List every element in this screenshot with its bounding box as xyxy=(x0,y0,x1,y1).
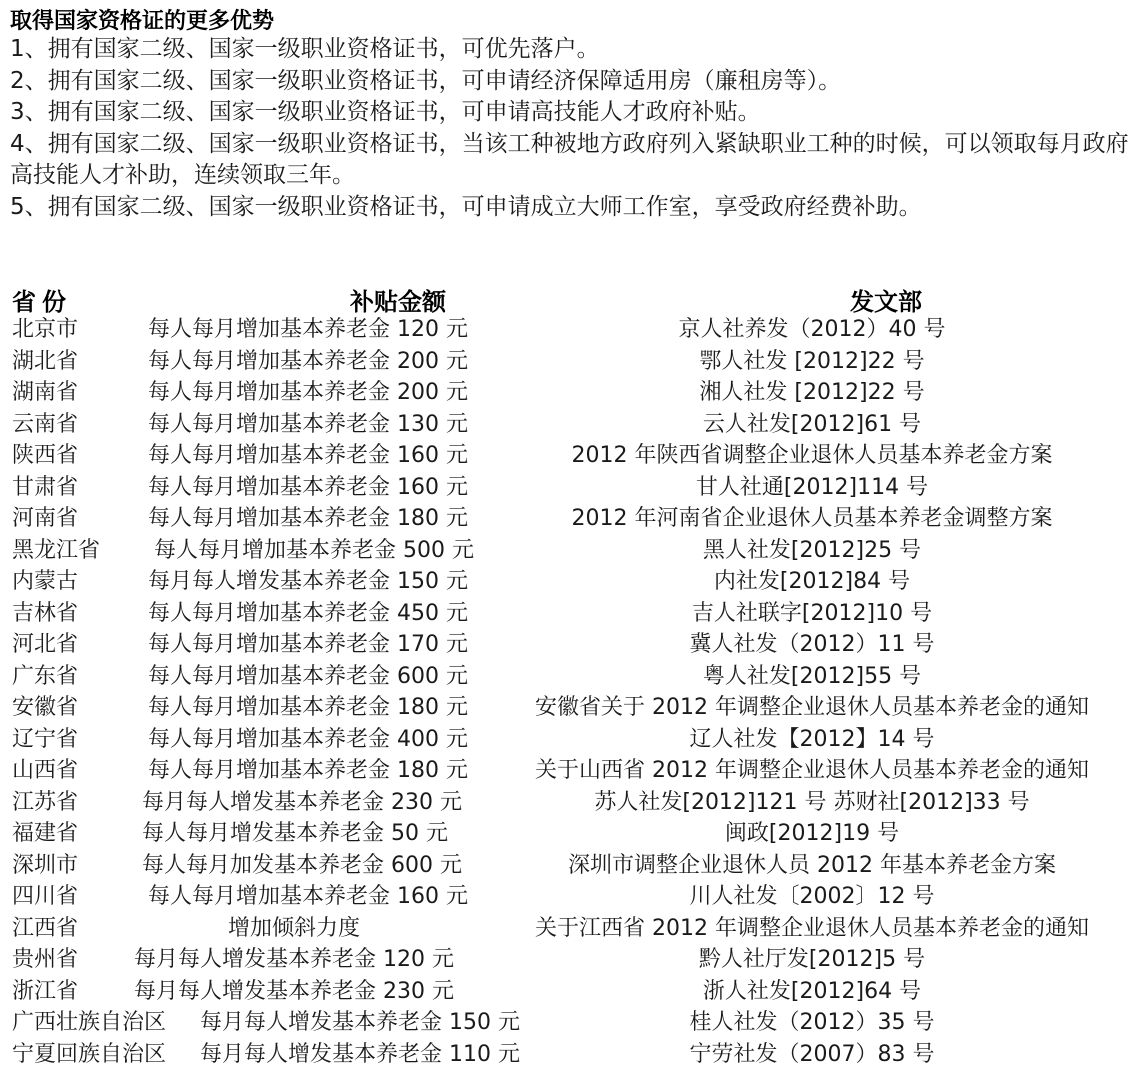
amount-cell: 每人每月增加基本养老金 200 元 xyxy=(148,380,468,405)
province-cell: 宁夏回族自治区 xyxy=(12,1041,167,1067)
province-cell: 深圳市 xyxy=(12,852,79,878)
table-row xyxy=(0,598,1148,630)
table-row xyxy=(0,724,1148,756)
amount-cell: 每人每月增加基本养老金 500 元 xyxy=(154,537,474,563)
header-document: 发文部 xyxy=(850,288,922,316)
table-row xyxy=(0,377,1148,409)
table-row xyxy=(0,535,1148,567)
document-cell: 湘人社发 [2012]22 号 xyxy=(699,380,925,405)
document-cell: 冀人社发（2012）11 号 xyxy=(689,632,935,657)
benefit-item: 2、拥有国家二级、国家一级职业资格证书，可申请经济保障适用房（廉租房等）。 xyxy=(10,67,842,94)
amount-cell: 每人每月增加基本养老金 120 元 xyxy=(148,317,468,342)
document-cell: 闽政[2012]19 号 xyxy=(724,821,900,846)
benefit-item: 1、拥有国家二级、国家一级职业资格证书，可优先落户。 xyxy=(10,36,600,62)
document-cell: 关于江西省 2012 年调整企业退休人员基本养老金的通知 xyxy=(535,915,1089,941)
document-cell: 内社发[2012]84 号 xyxy=(713,569,911,594)
amount-cell: 每人每月增加基本养老金 600 元 xyxy=(148,663,468,689)
province-cell: 湖北省 xyxy=(12,348,79,374)
document-cell: 深圳市调整企业退休人员 2012 年基本养老金方案 xyxy=(568,852,1056,878)
table-row xyxy=(0,913,1148,945)
amount-cell: 每月每人增发基本养老金 230 元 xyxy=(142,789,462,815)
document-cell: 桂人社发（2012）35 号 xyxy=(689,1010,935,1035)
amount-cell: 每人每月增加基本养老金 200 元 xyxy=(148,348,468,374)
table-row xyxy=(0,976,1148,1008)
table-body xyxy=(0,314,1148,1070)
province-cell: 福建省 xyxy=(12,821,79,846)
table-row xyxy=(0,755,1148,787)
amount-cell: 每人每月增加基本养老金 130 元 xyxy=(148,411,468,437)
province-cell: 广东省 xyxy=(12,663,79,689)
amount-cell: 每月每人增发基本养老金 150 元 xyxy=(200,1010,520,1035)
province-cell: 甘肃省 xyxy=(12,474,79,500)
province-cell: 安徽省 xyxy=(12,695,79,720)
table-row xyxy=(0,661,1148,693)
benefit-item: 5、拥有国家二级、国家一级职业资格证书，可申请成立大师工作室，享受政府经费补助。 xyxy=(10,193,922,220)
document-cell: 宁劳社发（2007）83 号 xyxy=(689,1041,935,1067)
table-row xyxy=(0,409,1148,441)
header-amount: 补贴金额 xyxy=(350,288,446,316)
document-cell: 安徽省关于 2012 年调整企业退休人员基本养老金的通知 xyxy=(535,695,1089,720)
document-cell: 黔人社厅发[2012]5 号 xyxy=(698,947,926,972)
benefit-item: 3、拥有国家二级、国家一级职业资格证书，可申请高技能人才政府补贴。 xyxy=(10,99,761,125)
amount-cell: 每人每月增加基本养老金 160 元 xyxy=(148,443,468,468)
province-cell: 河北省 xyxy=(12,632,79,657)
amount-cell: 每人每月加发基本养老金 600 元 xyxy=(142,852,462,878)
table-row xyxy=(0,787,1148,819)
table-row xyxy=(0,503,1148,535)
province-cell: 广西壮族自治区 xyxy=(12,1010,167,1035)
document-cell: 京人社养发（2012）40 号 xyxy=(678,317,946,342)
benefit-list xyxy=(10,34,1146,223)
table-row xyxy=(0,1007,1148,1039)
province-cell: 北京市 xyxy=(12,317,79,342)
province-cell: 河南省 xyxy=(12,506,79,531)
amount-cell: 增加倾斜力度 xyxy=(228,915,361,941)
amount-cell: 每人每月增加基本养老金 180 元 xyxy=(148,758,468,783)
province-cell: 内蒙古 xyxy=(12,569,79,594)
document-cell: 甘人社通[2012]114 号 xyxy=(695,474,929,500)
header-province: 省份 xyxy=(12,288,72,316)
table-row xyxy=(0,440,1148,472)
benefit-item: 4、拥有国家二级、国家一级职业资格证书，当该工种被地方政府列入紧缺职业工种的时候，可以领取每月政府高技能人才补助，连续领取三年。 xyxy=(10,130,1129,188)
amount-cell: 每月每人增发基本养老金 120 元 xyxy=(134,947,454,972)
province-cell: 江西省 xyxy=(12,915,79,941)
table-row xyxy=(0,692,1148,724)
province-cell: 辽宁省 xyxy=(12,726,79,752)
document-cell: 关于山西省 2012 年调整企业退休人员基本养老金的通知 xyxy=(535,758,1089,783)
amount-cell: 每人每月增加基本养老金 160 元 xyxy=(148,884,468,909)
table-row xyxy=(0,944,1148,976)
province-cell: 湖南省 xyxy=(12,380,79,405)
document-cell: 辽人社发【2012】14 号 xyxy=(689,726,935,752)
amount-cell: 每人每月增加基本养老金 450 元 xyxy=(148,600,468,626)
amount-cell: 每人每月增发基本养老金 50 元 xyxy=(142,821,448,846)
province-cell: 浙江省 xyxy=(12,978,79,1004)
document-cell: 2012 年陕西省调整企业退休人员基本养老金方案 xyxy=(571,443,1053,468)
table-row xyxy=(0,818,1148,850)
province-cell: 云南省 xyxy=(12,411,79,437)
page-title: 取得国家资格证的更多优势 xyxy=(10,9,275,34)
province-cell: 吉林省 xyxy=(12,600,79,626)
document-cell: 川人社发〔2002〕12 号 xyxy=(689,884,935,909)
document-cell: 黑人社发[2012]25 号 xyxy=(702,537,922,563)
province-cell: 山西省 xyxy=(12,758,79,783)
amount-cell: 每人每月增加基本养老金 180 元 xyxy=(148,506,468,531)
table-row xyxy=(0,1039,1148,1071)
amount-cell: 每月每人增发基本养老金 230 元 xyxy=(134,978,454,1004)
province-cell: 陕西省 xyxy=(12,443,79,468)
document-cell: 浙人社发[2012]64 号 xyxy=(702,978,922,1004)
amount-cell: 每人每月增加基本养老金 400 元 xyxy=(148,726,468,752)
table-row xyxy=(0,629,1148,661)
document-cell: 粤人社发[2012]55 号 xyxy=(702,663,922,689)
amount-cell: 每月每人增发基本养老金 150 元 xyxy=(148,569,468,594)
province-cell: 贵州省 xyxy=(12,947,79,972)
province-cell: 黑龙江省 xyxy=(12,537,101,563)
province-cell: 江苏省 xyxy=(12,789,79,815)
table-row xyxy=(0,881,1148,913)
table-row xyxy=(0,314,1148,346)
table-row xyxy=(0,850,1148,882)
table-row xyxy=(0,566,1148,598)
document-cell: 吉人社联字[2012]10 号 xyxy=(691,600,933,626)
amount-cell: 每人每月增加基本养老金 170 元 xyxy=(148,632,468,657)
amount-cell: 每人每月增加基本养老金 160 元 xyxy=(148,474,468,500)
table-row xyxy=(0,472,1148,504)
table-row xyxy=(0,346,1148,378)
amount-cell: 每人每月增加基本养老金 180 元 xyxy=(148,695,468,720)
document-cell: 苏人社发[2012]121 号 苏财社[2012]33 号 xyxy=(594,789,1030,815)
province-cell: 四川省 xyxy=(12,884,79,909)
amount-cell: 每月每人增发基本养老金 110 元 xyxy=(200,1041,520,1067)
document-cell: 云人社发[2012]61 号 xyxy=(702,411,922,437)
document-cell: 2012 年河南省企业退休人员基本养老金调整方案 xyxy=(571,506,1053,531)
document-cell: 鄂人社发 [2012]22 号 xyxy=(699,348,925,374)
